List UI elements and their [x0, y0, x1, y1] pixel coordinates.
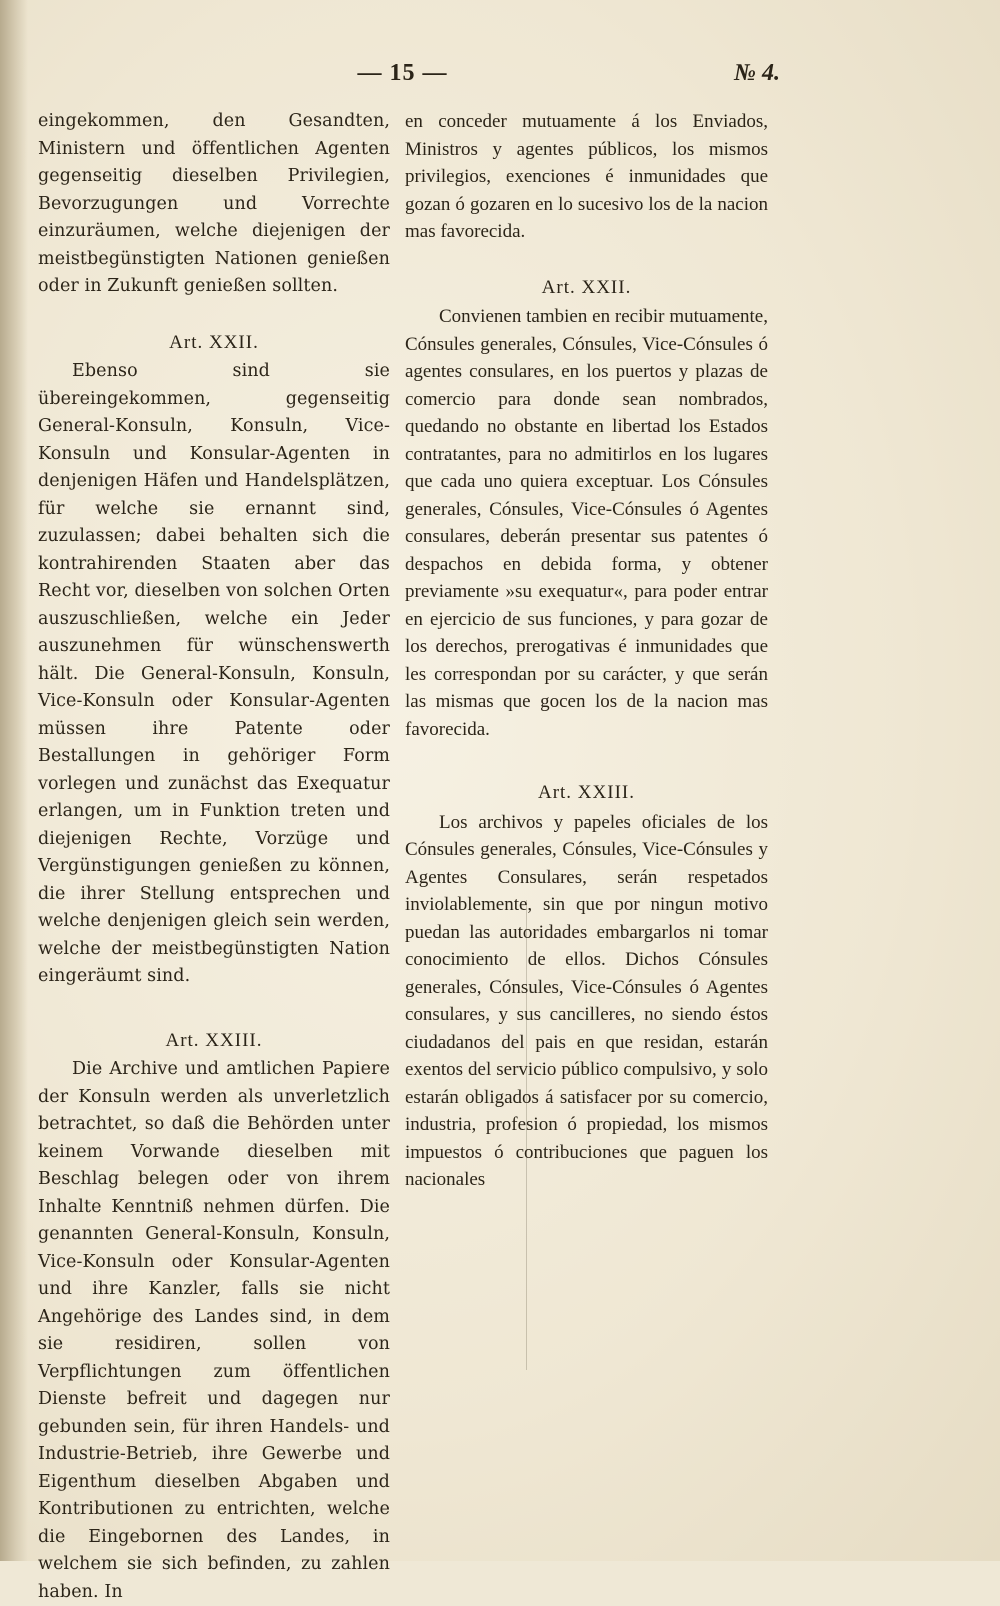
german-article-22-text: Ebenso sind sie übereingekommen, gegenseitig General-Konsuln, Konsuln, Vice-Konsuln und Konsular-Agenten in denjenigen Häfen und Handelsplätzen, für welche sie ernannt sind, zuzulassen; dabei behalten sich die kontrahirenden Staaten aber das Recht vor, dieselben von solchen Orten auszuschließen, welche ein Jeder auszunehmen für wünschenswerth hält. Die General-Konsuln, Konsuln, Vice-Konsuln oder Konsular-Agenten müssen ihre Patente oder Bestallungen in gehöriger Form vorlegen und zunächst das Exequatur erlangen, um in Funktion treten und diejenigen Rechte, Vorzüge und Vergünstigungen genießen zu können, die ihrer Stellung entsprechen und welche denjenigen gleich sein werden, welche der meistbegünstigten Nation eingeräumt sind. — [38, 361, 390, 986]
german-article-23-title: Art. XXIII. — [165, 1029, 263, 1051]
german-article-23-text: Die Archive und amtlichen Papiere der Konsuln werden als unverletzlich betrachtet, so daß die Behörden unter keinem Vorwande dieselben mit Beschlag belegen oder von ihrem Inhalte Kenntniß nehmen dürfen. Die genannten General-Konsuln, Konsuln, Vice-Konsuln oder Konsular-Agenten und ihre Kanzler, falls sie nicht Angehörige des Landes sind, in dem sie residiren, sollen von Verpflichtungen zum öffentlichen Dienste befreit und dagegen nur gebunden sein, für ihren Handels- und Industrie-Betrieb, ihre Gewerbe und Eigenthum dieselben Abgaben und Kontributionen zu entrichten, welche die Eingebornen des Landes, in welchem sie sich befinden, zu zahlen haben. In — [38, 1059, 390, 1602]
german-article-22-title: Art. XXII. — [169, 331, 259, 353]
series-number: № 4. — [734, 60, 780, 86]
page-header — [0, 60, 1000, 100]
spanish-article-23-text: Los archivos y papeles oficiales de los Cónsules generales, Cónsules, Vice-Cónsules y Agentes Consulares, serán respetados inviolablemente, sin que por ningun motivo puedan las autoridades embargarlos ni tomar conocimiento de ellos. Dichos Cónsules generales, Cónsules, Vice-Cónsules ó Agentes consulares, y sus cancilleres, no siendo éstos ciudadanos del pais en que residan, estarán exentos del servicio público compulsivo, y solo estarán obligados á satisfacer por su comercio, industria, profesion ó propiedad, los mismos impuestos ó contribuciones que paguen los nacionales — [405, 811, 768, 1190]
book-spine-shadow — [0, 0, 28, 1561]
spanish-article-22-title: Art. XXII. — [541, 276, 632, 298]
german-column — [38, 108, 390, 1606]
page-number: — 15 — — [357, 60, 448, 86]
spanish-column — [405, 108, 768, 1194]
spanish-article-23-title: Art. XXIII. — [537, 782, 635, 803]
spanish-article-22-text: Convienen tambien en recibir mutuamente, Cónsules generales, Cónsules, Vice-Cónsules ó agentes consulares, en los puertos y plazas de comercio para donde sean nombrados, quedando no obstante en libertad los Estados contratantes, para no admitirlos en los lugares que cada uno quiera exceptuar. Los Cónsules generales, Cónsules, Vice-Cónsules ó Agentes consulares, deberán presentar sus patentes ó despachos en debida forma, y obtener previamente »su exequatur«, para poder entrar en ejercicio de sus funciones, y para gozar de los derechos, prerogativas é inmunidades que les correspondan por su carácter, y que serán las mismas que gocen los de la nacion mas favorecida. — [405, 306, 768, 740]
page-crease — [526, 900, 527, 1370]
spanish-intro-paragraph: en conceder mutuamente á los Enviados, Ministros y agentes públicos, los mismos privilegios, exenciones é inmunidades que gozan ó gozaren en lo sucesivo los de la nacion mas favorecida. — [405, 111, 768, 242]
german-intro-paragraph: eingekommen, den Gesandten, Ministern und öffentlichen Agenten gegenseitig dieselben Privilegien, Bevorzugungen und Vorrechte einzuräumen, welche diejenigen der meistbegünstigten Nationen genießen oder in Zukunft genießen sollten. — [38, 111, 390, 296]
